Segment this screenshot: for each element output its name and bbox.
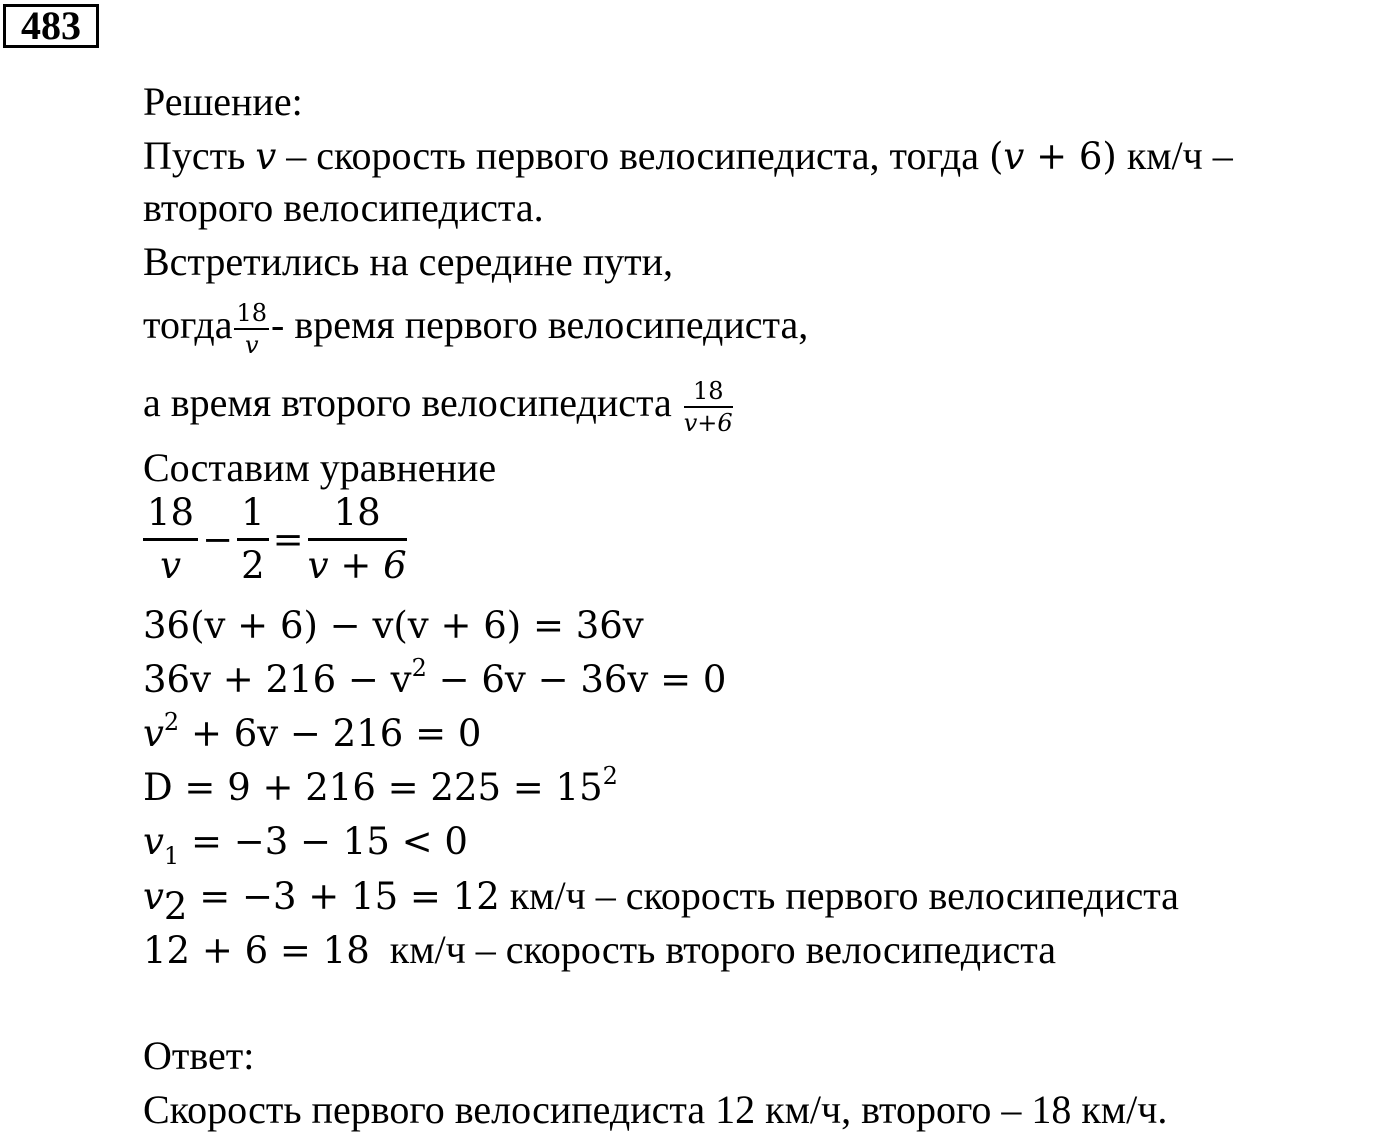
discriminant-sup: 2 — [602, 762, 618, 790]
second-speed-text: км/ч – скорость второго велосипедиста — [369, 927, 1057, 972]
step-2-right: − 6v − 36v = 0 — [426, 658, 727, 701]
time1-suffix: - время первого велосипедиста, — [271, 302, 809, 347]
time2-line — [143, 368, 735, 438]
time1-fraction — [234, 300, 269, 358]
eq-f2-den: 2 — [241, 544, 265, 587]
time2-den: v+6 — [683, 408, 733, 437]
eq-fraction-1 — [143, 492, 198, 587]
time2-prefix: а время второго велосипедиста — [143, 380, 672, 425]
root-1 — [143, 818, 468, 870]
intro-let: Пусть — [143, 133, 246, 178]
eq-f2-num: 1 — [237, 492, 269, 541]
time1-den: v — [244, 330, 259, 359]
compose-equation-text: Составим уравнение — [143, 445, 497, 490]
root-2 — [143, 872, 1179, 928]
eq-fraction-3 — [308, 492, 407, 587]
time1-line — [143, 290, 808, 360]
intro-line-1 — [143, 132, 1233, 181]
time2-fraction — [684, 378, 733, 436]
step-2-sup: 2 — [411, 654, 427, 682]
time1-prefix: тогда — [143, 302, 233, 347]
eq-equals: = — [272, 517, 304, 561]
eq-f1-den: v — [160, 544, 181, 587]
intro-rest: – скорость первого велосипедиста, тогда — [286, 133, 979, 178]
eq-f3-den: v + 6 — [307, 544, 407, 587]
step-2 — [143, 656, 726, 704]
eq-minus: − — [202, 517, 234, 561]
eq-f1-num: 18 — [143, 492, 198, 541]
root-2-text: км/ч – скорость первого велосипедиста — [499, 873, 1179, 918]
intro-var-v: v — [255, 135, 277, 178]
met-middle-text: Встретились на середине пути, — [143, 239, 673, 284]
root-1-var: v — [143, 820, 164, 863]
step-3 — [143, 710, 481, 758]
step-1: 36(v + 6) − v(v + 6) = 36v — [143, 604, 644, 647]
second-speed-math: 12 + 6 = 18 — [143, 929, 370, 972]
solution-heading: Решение: — [143, 79, 303, 124]
eq-f3-num: 18 — [308, 492, 407, 541]
step-3-var: v — [143, 712, 164, 755]
intro-expr: (v + 6) — [988, 135, 1117, 178]
time2-num: 18 — [684, 378, 733, 408]
root-1-sub: 1 — [163, 842, 180, 870]
intro-unit: км/ч – — [1126, 133, 1233, 178]
eq-fraction-2 — [237, 492, 269, 587]
answer-text: Скорость первого велосипедиста 12 км/ч, второго – 18 км/ч. — [143, 1087, 1168, 1132]
second-speed-line — [143, 926, 1056, 975]
step-2-left: 36v + 216 − v — [143, 658, 412, 701]
time1-num: 18 — [234, 300, 269, 330]
root-1-rest: = −3 − 15 < 0 — [179, 820, 468, 863]
discriminant — [143, 764, 618, 812]
root-2-sub: 2 — [163, 885, 188, 928]
step-3-right: + 6v − 216 = 0 — [179, 712, 482, 755]
main-equation — [143, 492, 407, 587]
answer-heading: Ответ: — [143, 1033, 255, 1078]
intro-line-2: второго велосипедиста. — [143, 185, 544, 230]
root-2-var: v — [143, 875, 164, 918]
root-2-rest: = −3 + 15 = 12 — [187, 875, 500, 918]
problem-number: 483 — [3, 4, 99, 48]
discriminant-text: D = 9 + 216 = 225 = 15 — [143, 766, 603, 809]
step-3-sup: 2 — [163, 708, 180, 736]
